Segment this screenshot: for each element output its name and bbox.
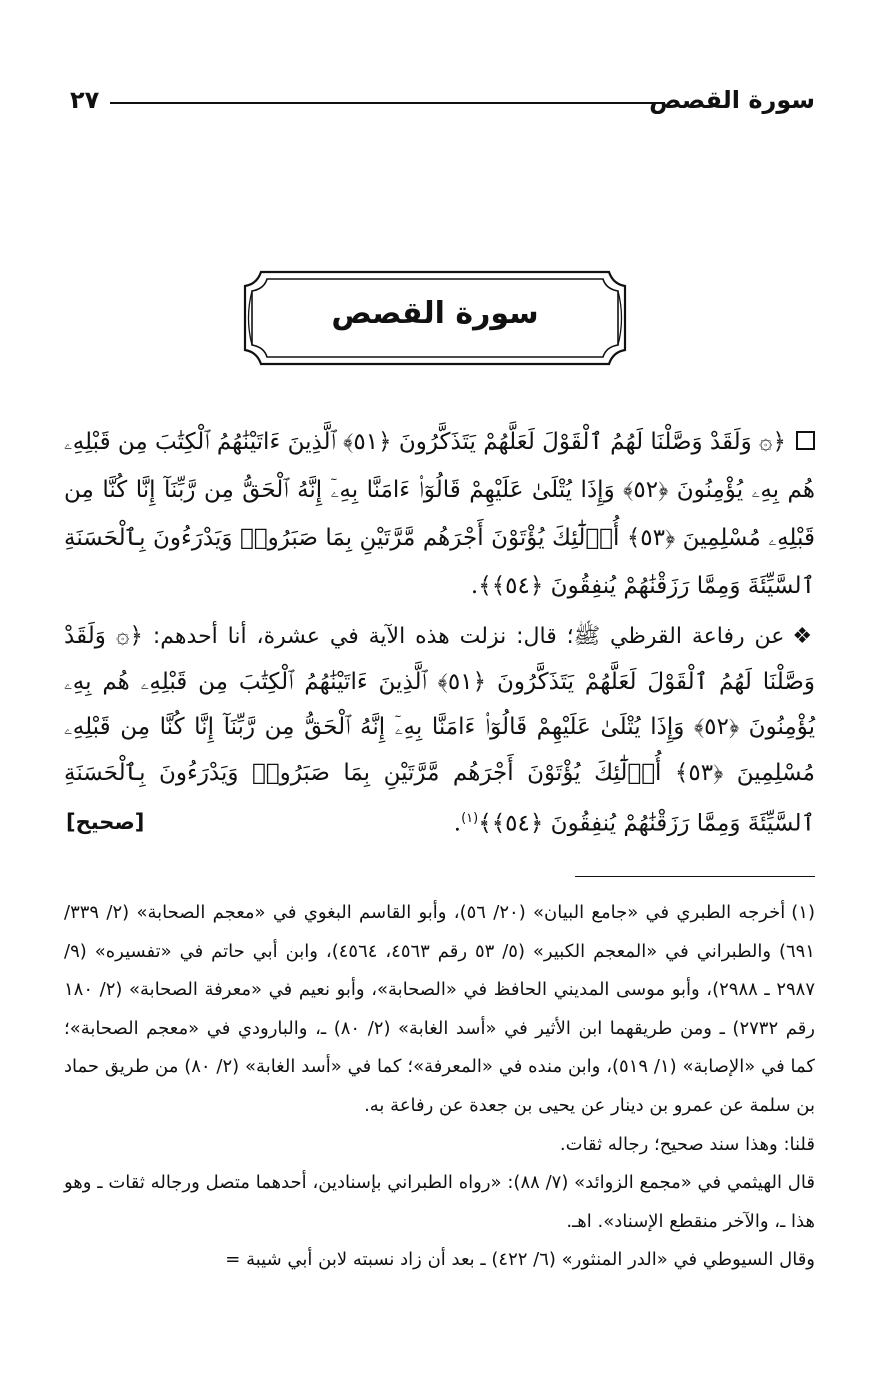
square-bullet-icon	[796, 431, 815, 450]
page-number: ٢٧	[70, 86, 100, 114]
footnote-number: (١)	[791, 902, 815, 923]
footnote-note-suyuti: وقال السيوطي في «الدر المنثور» (٦/ ٤٢٢) ـ بعد أن زاد نسبته لابن أبي شيبة =	[225, 1249, 815, 1271]
verse-text: ﴿۞ وَلَقَدْ وَصَّلْنَا لَهُمُ ٱلْقَوْلَ لَعَلَّهُمْ يَتَذَكَّرُونَ ﴿٥١﴾ ٱلَّذِينَ ءَاتَيْنَٰهُمُ ٱلْكِتَٰبَ مِن قَبْلِهِۦ هُم بِهِۦ يُؤْمِنُونَ ﴿٥٢﴾ وَإِذَا يُتْلَىٰ عَلَيْهِمْ قَالُوٓا۟ ءَامَنَّا بِهِۦٓ إِنَّهُ ٱلْحَقُّ مِن رَّبِّنَآ إِنَّا كُنَّا مِن قَبْلِهِۦ مُسْلِمِينَ ﴿٥٣﴾ أُو۟لَٰٓئِكَ يُؤْتَوْنَ أَجْرَهُم مَّرَّتَيْنِ بِمَا صَبَرُوا۟ وَيَدْرَءُونَ بِٱلْحَسَنَةِ ٱلسَّيِّئَةَ وَمِمَّا رَزَقْنَٰهُمْ يُنفِقُونَ ﴿٥٤﴾﴾.	[63, 429, 815, 599]
footnote-note-haythami: قال الهيثمي في «مجمع الزوائد» (٧/ ٨٨): «رواه الطبراني بإسنادين، أحدهما متصل ورجاله ثقات ـ وهو هذا ـ، والآخر منقطع الإسناد». اهـ.	[64, 1172, 815, 1232]
hadith-narration: عن رفاعة القرظي ﷺ؛ قال: نزلت هذه الآية في عشرة، أنا أحدهم:	[142, 624, 785, 649]
diamond-bullet-icon: ❖	[792, 624, 816, 649]
surah-title-frame	[243, 270, 627, 366]
surah-title: سورة القصص	[331, 296, 539, 331]
verse-block	[64, 418, 815, 610]
footnote-1	[64, 894, 815, 1126]
hadith-grade: [صحيح]	[66, 810, 145, 834]
running-header-surah-name: سورة القصص	[649, 86, 815, 114]
hadith-end-period: .	[453, 810, 462, 837]
hadith-verse-text: ﴿۞ وَلَقَدْ وَصَّلْنَا لَهُمُ ٱلْقَوْلَ لَعَلَّهُمْ يَتَذَكَّرُونَ ﴿٥١﴾ ٱلَّذِينَ ءَاتَيْنَٰهُمُ ٱلْكِتَٰبَ مِن قَبْلِهِۦ هُم بِهِۦ يُؤْمِنُونَ ﴿٥٢﴾ وَإِذَا يُتْلَىٰ عَلَيْهِمْ قَالُوٓا۟ ءَامَنَّا بِهِۦٓ إِنَّهُ ٱلْحَقُّ مِن رَّبِّنَآ إِنَّا كُنَّا مِن قَبْلِهِۦ مُسْلِمِينَ ﴿٥٣﴾ أُو۟لَٰٓئِكَ يُؤْتَوْنَ أَجْرَهُم مَّرَّتَيْنِ بِمَا صَبَرُوا۟ وَيَدْرَءُونَ بِٱلْحَسَنَةِ ٱلسَّيِّئَةَ وَمِمَّا رَزَقْنَٰهُمْ يُنفِقُونَ ﴿٥٤﴾﴾	[64, 623, 815, 837]
header-rule	[110, 102, 665, 104]
footnote-reference: (١)	[461, 811, 479, 826]
footnote-separator	[575, 876, 815, 877]
footnote-note-verdict: قلنا: وهذا سند صحيح؛ رجاله ثقات.	[559, 1133, 815, 1155]
hadith-block	[64, 614, 815, 847]
footnote-1-text: أخرجه الطبري في «جامع البيان» (٢٠/ ٥٦)، وأبو القاسم البغوي في «معجم الصحابة» (٢/ ٣٣٩/ ٦٩١) والطبراني في «المعجم الكبير» (٥/ ٥٣ رقم ٤٥٦٣، ٤٥٦٤)، وابن أبي حاتم في «تفسيره» (٩/ ٢٩٨٧ ـ ٢٩٨٨)، وأبو موسى المديني الحافظ في «الصحابة»، وأبو نعيم في «معرفة الصحابة» (٢/ ١٨٠ رقم ٢٧٣٢) ـ ومن طريقهما ابن الأثير في «أسد الغابة» (٢/ ٨٠) ـ، والبارودي في «معجم الصحابة»؛ كما في «الإصابة» (١/ ٥١٩)، وابن منده في «المعرفة»؛ كما في «أسد الغابة» (٢/ ٨٠) من طريق حماد بن سلمة عن عمرو بن دينار عن يحيى بن جعدة عن رفاعة به.	[64, 902, 816, 1116]
running-header	[64, 86, 815, 120]
footnotes	[64, 894, 815, 1280]
